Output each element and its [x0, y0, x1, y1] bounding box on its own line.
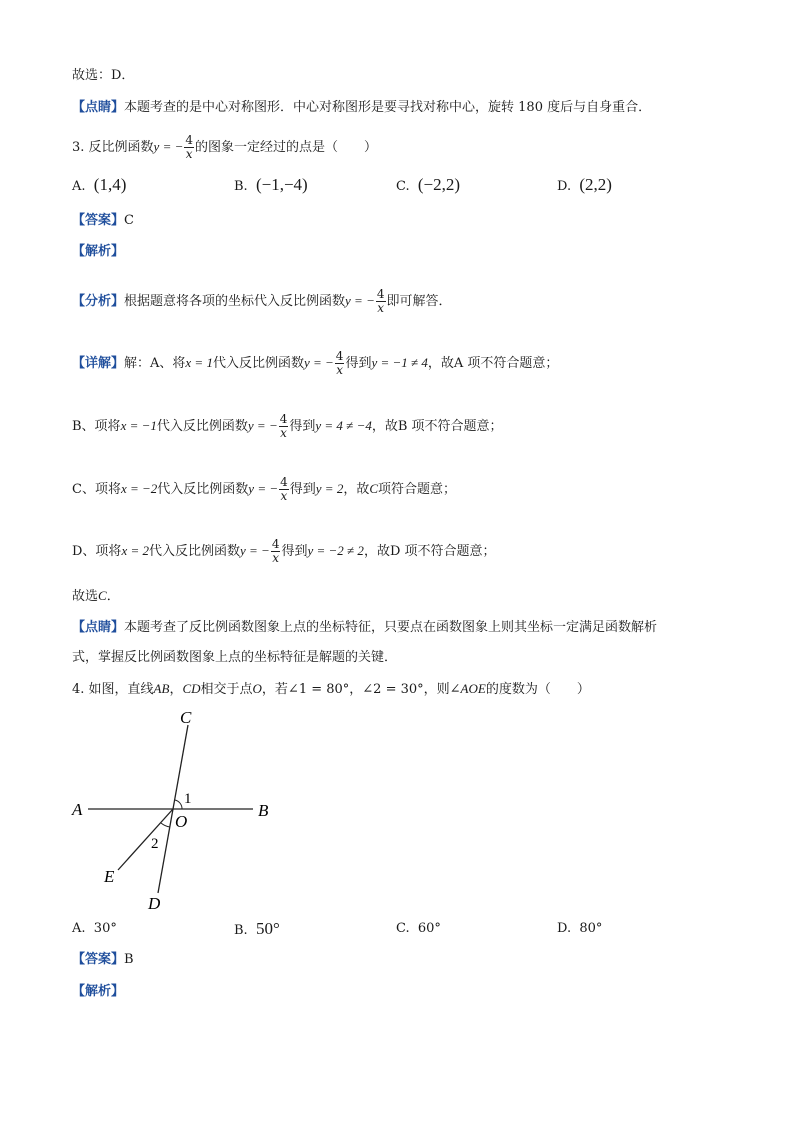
- prev-choose-line: 故选：D．: [72, 68, 135, 83]
- q3-stem: 3. 反比例函数y = − $\frac{4}{x}$ 的图象一定经过的点是（ ）: [72, 133, 378, 162]
- q3-option-d: D. (2,2): [557, 175, 612, 194]
- label-e: E: [104, 867, 115, 886]
- q3-comment-line2: 式，掌握反比例函数图象上点的坐标特征是解题的关键．: [72, 650, 398, 665]
- angle-2-arc: [161, 823, 170, 827]
- fraction: $\frac{4}{x}$: [185, 133, 194, 162]
- q3-comment-line1: 【点睛】本题考查了反比例函数图象上点的坐标特征，只要点在函数图象上则其坐标一定满足函数解析: [72, 620, 658, 635]
- ray-oe: [118, 809, 173, 870]
- q3-option-c: C. (−2,2): [396, 175, 461, 194]
- label-o: O: [175, 812, 188, 831]
- q3-detail-a: 【详解】解：A、将x = 1代入反比例函数y = − $\frac{4}{x}$ 得到y = −1 ≠ 4，故A 项不符合题意；: [72, 349, 559, 378]
- q3-detail-d: D、项将x = 2代入反比例函数y = − $\frac{4}{x}$ 得到y = −2 ≠ 2，故D 项不符合题意；: [72, 537, 496, 566]
- q4-option-a: A. 30°: [72, 921, 117, 936]
- q4-option-b: B. 50°: [234, 919, 280, 938]
- q3-answer: 【答案】C: [72, 213, 134, 228]
- q3-option-b: B. (−1,−4): [234, 175, 308, 194]
- q3-option-a: A. (1,4): [72, 175, 127, 194]
- prev-comment-line: 【点睛】本题考查的是中心对称图形．中心对称图形是要寻找对称中心，旋转 180 度后与自身重合．: [72, 100, 652, 115]
- q3-detail-b: B、项将x = −1代入反比例函数y = − $\frac{4}{x}$ 得到y = 4 ≠ −4，故B 项不符合题意；: [72, 412, 503, 441]
- q3-choose: 故选C．: [72, 588, 120, 604]
- label-c: C: [180, 708, 192, 727]
- label-a: A: [72, 800, 83, 819]
- label-b: B: [258, 801, 269, 820]
- q4-option-d: D. 80°: [557, 921, 603, 936]
- q3-fenxi: 【分析】根据题意将各项的坐标代入反比例函数y = − $\frac{4}{x}$ 即可解答．: [72, 287, 452, 316]
- angle-1-arc: [175, 800, 182, 809]
- label-1: 1: [184, 791, 192, 807]
- q4-stem: 4. 如图，直线AB，CD相交于点O，若∠1 = 80°，∠2 = 30°，则∠AOE的度数为（ ）: [72, 681, 590, 697]
- q4-answer: 【答案】B: [72, 952, 134, 967]
- q3-analysis-tag: 【解析】: [72, 244, 125, 259]
- label-d: D: [148, 894, 161, 913]
- label-2: 2: [151, 836, 159, 852]
- geometry-figure: [70, 705, 280, 915]
- q4-option-c: C. 60°: [396, 921, 441, 936]
- q4-analysis-tag: 【解析】: [72, 984, 125, 999]
- comment-tag: 【点睛】: [72, 100, 125, 115]
- q3-detail-c: C、项将x = −2代入反比例函数y = − $\frac{4}{x}$ 得到y = 2，故C项符合题意；: [72, 475, 457, 504]
